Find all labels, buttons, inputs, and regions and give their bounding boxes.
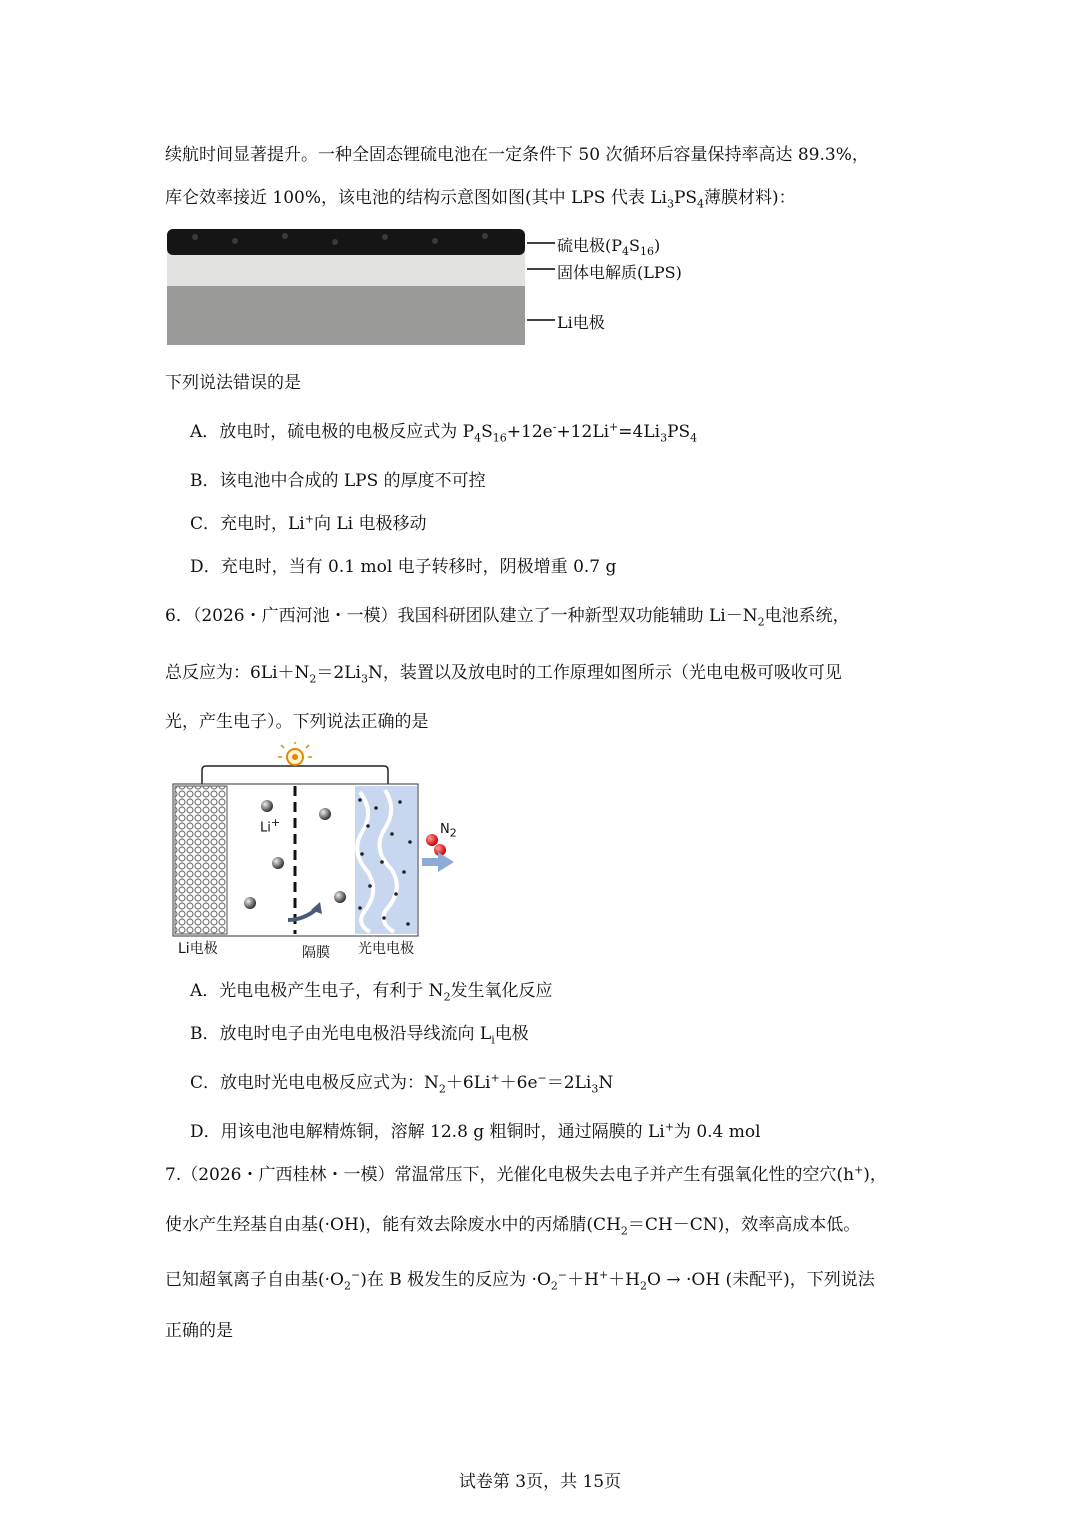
page-footer: 试卷第 3页，共 15页 [458,1472,622,1492]
q5-option-a[interactable]: A．放电时，硫电极的电极反应式为 $P_4S_{16}+12e^-+12Li^+=4Li_3PS_4$ [190,420,698,445]
q5-intro-line-1: 续航时间显著提升。一种全固态锂硫电池在一定条件下 50 次循环后容量保持率高达 89.3%， [165,145,869,165]
q5-option-d[interactable]: D．充电时，当有 0.1 mol 电子转移时，阴极增重 0.7 g [190,557,617,577]
li-ion-ball [334,891,346,903]
li-ion-ball [244,897,256,909]
li-ion-ball [272,857,284,869]
n2-molecule-icon [426,834,438,846]
li-ion-ball [261,800,273,812]
light-bulb-core [292,754,298,760]
q7-line-4: 正确的是 [165,1321,233,1341]
label-li-electrode: Li电极 [178,941,218,957]
external-wire [202,766,388,784]
li-electrode-block [175,786,227,934]
li-ion-label: Li+ [260,816,281,836]
q5-option-c[interactable]: C．充电时，Li+向 Li 电极移动 [190,512,427,534]
q5-intro-line-2: 库仑效率接近 100%，该电池的结构示意图如图(其中 LPS 代表 $Li_3PS_4$薄膜材料)： [165,188,796,211]
q6-line-2: 总反应为：$6Li+N_2=2Li_3N$，装置以及放电时的工作原理如图所示（光电电极可吸收可见 [165,663,842,686]
li-layer [167,283,525,345]
li-n2-cell-figure [170,742,470,964]
q6-option-b[interactable]: B．放电时电子由光电电极沿导线流向 $L_i$电极 [190,1024,529,1047]
sulfur-layer [167,229,525,255]
q7-line-1: 7.（2026・广西桂林・一模）常温常压下，光催化电极失去电子并产生有强氧化性的空穴(h+)， [165,1163,887,1185]
lps-layer [167,250,525,286]
label-solid-electrolyte: 固体电解质(LPS) [557,263,682,282]
q6-option-d[interactable]: D．用该电池电解精炼铜，溶解 12.8 g 粗铜时，通过隔膜的 Li+为 0.4 mol [190,1120,761,1142]
q7-line-2: 使水产生羟基自由基(·OH)，能有效去除废水中的丙烯腈$(CH_2=CH-CN)$，效率高成本低。 [165,1215,861,1238]
label-sulfur-electrode: 硫电极$(P_4S_{16})$ [557,236,661,259]
label-membrane: 隔膜 [302,945,330,961]
label-li-electrode: Li电极 [557,313,605,332]
q6-line-3: 光，产生电子）。下列说法正确的是 [165,712,429,732]
li-ion-ball [319,808,331,820]
q6-line-1: 6．（2026・广西河池・一模）我国科研团队建立了一种新型双功能辅助 $Li-N_2$电池系统， [165,606,850,629]
label-photo-electrode: 光电电极 [358,941,414,957]
n2-inflow-arrow [422,852,454,872]
li-n2-cell-diagram [170,742,470,964]
q6-option-a[interactable]: A．光电电极产生电子，有利于 $N_2$发生氧化反应 [190,981,553,1004]
q5-option-b[interactable]: B．该电池中合成的 LPS 的厚度不可控 [190,471,486,491]
q6-option-c[interactable]: C．放电时光电电极反应式为：$N_2+6Li^++6e^-=2Li_3N$ [190,1071,614,1096]
n2-label: $N_2$ [440,822,457,840]
battery-structure-figure [165,225,695,350]
q5-question: 下列说法错误的是 [165,373,301,393]
q7-line-3: 已知超氧离子自由基$(\cdot O_2^-)$在 B 极发生的反应为 $\cdot O_2^-+H^++H_2O \to \cdot OH$ (未配平)，下列说法 [165,1268,875,1293]
